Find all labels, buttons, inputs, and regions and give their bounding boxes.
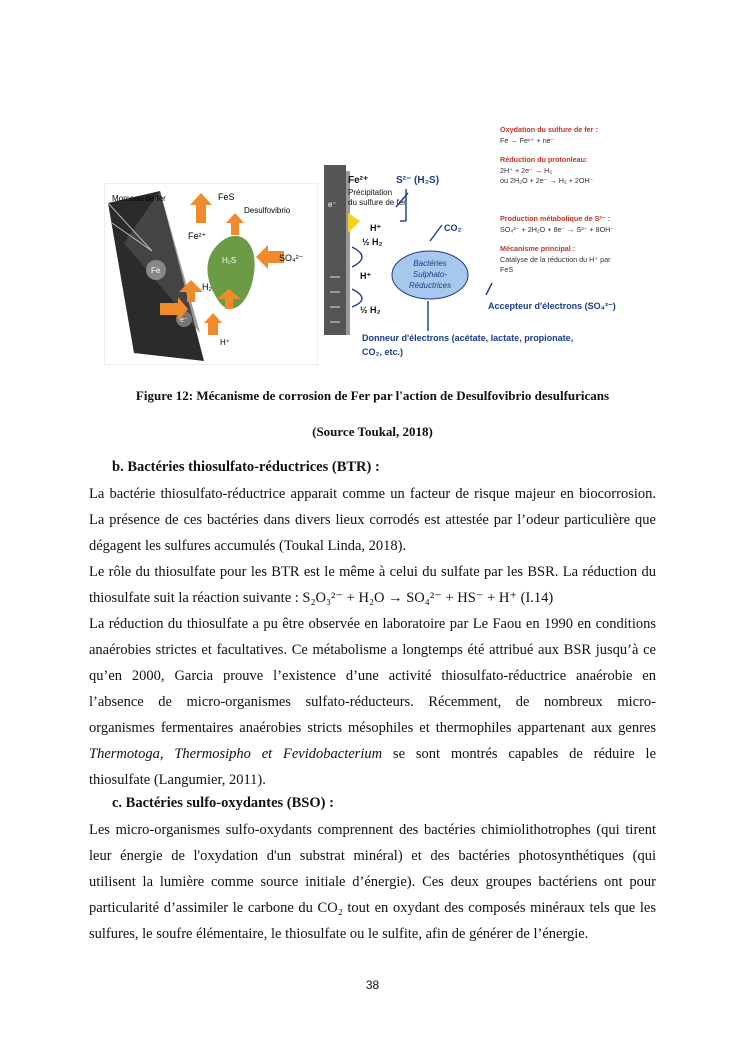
note-3-line: SO₄²⁻ + 2H₂O + 8e⁻ → S²⁻ + 8OH⁻ bbox=[500, 225, 615, 234]
text-line: organismes fermentaires anaérobies stricts mésophiles et thermophiles appartenant aux genres bbox=[89, 720, 656, 736]
h2s-label: H₂S bbox=[222, 256, 237, 265]
co2-label: CO₂ bbox=[444, 223, 462, 233]
so4-label: SO₄²⁻ bbox=[279, 253, 304, 263]
note-4-line: Catalyse de la réduction du H⁺ par bbox=[500, 255, 611, 264]
section-c-paragraph-1 bbox=[89, 817, 656, 947]
precip-label-2: du sulfure de fer bbox=[348, 198, 406, 207]
half-h2-label-2: ½ H₂ bbox=[360, 305, 381, 315]
note-4-title: Mécanisme principal : bbox=[500, 244, 576, 253]
ellipse-line-1: Bactéries bbox=[413, 259, 447, 268]
genera-names: Thermotoga, Thermosipho et Fevidobacterium bbox=[89, 746, 383, 762]
fe2-label: Fe²⁺ bbox=[188, 231, 207, 241]
acceptor-label: Accepteur d'électrons (SO₄²⁻) bbox=[488, 301, 616, 311]
note-2-line: 2H⁺ + 2e⁻ → H₂ bbox=[500, 166, 553, 175]
text-line: leur énergie de l'oxydation d'un substrat minéral) et des bactéries photosynthétiques (qui bbox=[89, 848, 656, 864]
precip-label-1: Précipitation bbox=[348, 188, 393, 197]
text-line bbox=[89, 741, 656, 767]
s2-label: S²⁻ (H₂S) bbox=[396, 175, 440, 186]
text-line: La réduction du thiosulfate a pu être observée en laboratoire par Le Faou en 1990 en conditions bbox=[89, 616, 656, 632]
text-line: utilisent la lumière comme source initiale d’énergie). Ces deux groupes bactériens ont pour bbox=[89, 874, 656, 890]
hplus-label-1: H⁺ bbox=[370, 223, 382, 233]
half-h2-label-1: ½ H₂ bbox=[362, 237, 383, 247]
text-line: l’absence de micro-organismes sulfato-réducteurs. Récemment, de nombreux micro- bbox=[89, 694, 656, 710]
text-line: La bactérie thiosulfato-réductrice apparait comme un facteur de risque majeur en biocorrosion. bbox=[89, 486, 656, 502]
text-line: sulfures, le soufre élémentaire, le thiosulfate ou le sulfite, afin de générer de l’énergie. bbox=[89, 926, 589, 942]
section-b-paragraph-3 bbox=[89, 611, 656, 793]
hplus-label: H⁺ bbox=[220, 338, 230, 347]
note-4-line: FeS bbox=[500, 265, 514, 274]
page-number: 38 bbox=[365, 978, 380, 992]
section-c-heading: c. Bactéries sulfo-oxydantes (BSO) : bbox=[112, 795, 334, 811]
section-b-paragraph-1 bbox=[89, 481, 656, 559]
donor-line-2: CO₂, etc.) bbox=[362, 347, 404, 357]
note-2-line: ou 2H₂O + 2e⁻ → H₂ + 2OH⁻ bbox=[500, 176, 594, 185]
hplus-label-2: H⁺ bbox=[360, 271, 372, 281]
h2-label: H₂ bbox=[202, 282, 212, 292]
e-label: e⁻ bbox=[180, 317, 188, 324]
ellipse-line-3: Réductrices bbox=[408, 281, 452, 290]
figure-mechanism-schema bbox=[322, 117, 644, 362]
text-line: particularité d’assimiler le carbone du CO₂ tout en oxydant des composés minéraux tels que les bbox=[89, 900, 656, 916]
fe-label: Fe bbox=[151, 266, 161, 275]
text-line: qu’en 2000, Garcia prouve l’existence d’une activité thiosulfato-réductrice anaérobie en bbox=[89, 668, 656, 684]
note-2-title: Réduction du protonleau: bbox=[500, 155, 588, 164]
fes-label: FeS bbox=[218, 192, 235, 202]
text-line: anaérobies strictes et facultatives. Ce métabolisme a longtemps été attribué aux BSR jusqu’à ce bbox=[89, 642, 656, 658]
ellipse-line-2: Sulphato- bbox=[412, 270, 448, 279]
figure-source: (Source Toukal, 2018) bbox=[312, 424, 433, 439]
fe2-label: Fe²⁺ bbox=[348, 175, 369, 186]
text-line: thiosulfate (Langumier, 2011). bbox=[89, 772, 266, 788]
text-line: dégagent les sulfures accumulés (Toukal Linda, 2018). bbox=[89, 538, 407, 554]
text-fragment: se sont montrés capables de réduire le bbox=[392, 746, 657, 762]
note-1-title: Oxydation du sulfure de fer : bbox=[500, 125, 598, 134]
note-1-line: Fe → Feⁿ⁺ + ne⁻ bbox=[500, 136, 555, 145]
figure-desulfovibrio-schema bbox=[104, 183, 318, 365]
note-3-title: Production métabolique de S²⁻ : bbox=[500, 214, 611, 223]
figure-caption: Figure 12: Mécanisme de corrosion de Fer par l'action de Desulfovibrio desulfuricans bbox=[135, 388, 610, 403]
text-line: Le rôle du thiosulfate pour les BTR est le même à celui du sulfate par les BSR. La réduction du bbox=[89, 564, 656, 580]
morceau-label: Morceau de fer bbox=[112, 194, 166, 203]
text-line: Les micro-organismes sulfo-oxydants comprennent des bactéries chimiolithotrophes (qui tirent bbox=[89, 822, 656, 838]
desulfovibrio-label: Desulfovibrio bbox=[244, 206, 291, 215]
section-b-heading: b. Bactéries thiosulfato-réductrices (BTR) : bbox=[112, 459, 380, 475]
e-minus-label: e⁻ bbox=[328, 200, 337, 209]
section-b-paragraph-2 bbox=[89, 559, 656, 611]
donor-line-1: Donneur d'électrons (acétate, lactate, propionate, bbox=[362, 333, 574, 343]
text-line: thiosulfate suit la réaction suivante : S₂O₃²⁻ + H₂O → SO₄²⁻ + HS⁻ + H⁺ (I.14) bbox=[89, 590, 554, 606]
text-line: La présence de ces bactéries dans divers lieux corrodés est attestée par l’odeur particulière que bbox=[89, 512, 656, 528]
metal-bar bbox=[324, 165, 346, 335]
